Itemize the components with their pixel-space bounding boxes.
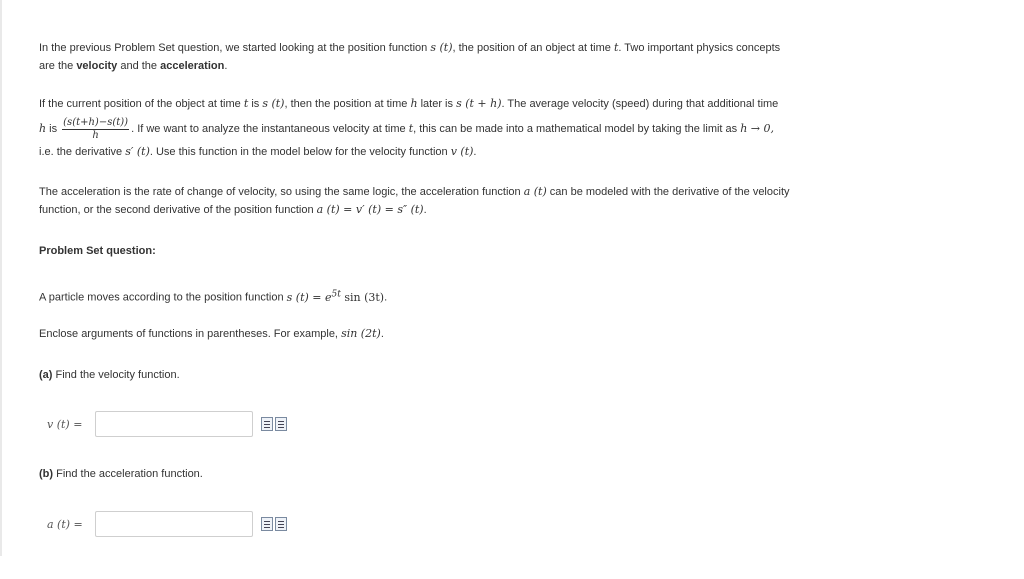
preview-icon[interactable] bbox=[275, 417, 287, 431]
acceleration-input[interactable] bbox=[95, 511, 253, 537]
velocity-input[interactable] bbox=[95, 411, 253, 437]
velocity-label: v (t) = bbox=[47, 417, 83, 431]
part-b-answer-row bbox=[47, 510, 287, 538]
equation-editor-icon[interactable] bbox=[261, 517, 273, 531]
part-a-answer-row bbox=[47, 410, 287, 438]
acceleration-term: acceleration bbox=[160, 60, 225, 72]
preview-icon[interactable] bbox=[275, 517, 287, 531]
equation-editor-icon[interactable] bbox=[261, 417, 273, 431]
velocity-paragraph-line2: h is $\frac{(s(t+h)-s(t))}{h}$ . If we want to analyze the instantaneous velocity at time t, this can be made into a mathematical model by taking the limit as h → 0, bbox=[39, 116, 775, 141]
intro-paragraph: In the previous Problem Set question, we started looking at the position function s (t), the position of an object at time t. Two important physics concepts are the velocity and the acceleration. bbox=[39, 41, 781, 72]
velocity-paragraph-line3: i.e. the derivative s′ (t). Use this function in the model below for the velocity function v (t). bbox=[39, 145, 477, 158]
left-border bbox=[0, 0, 2, 556]
acceleration-label: a (t) = bbox=[47, 517, 83, 531]
velocity-paragraph: If the current position of the object at time t is s (t), then the position at time h later is s (t + h). The average velocity (speed) during that additional time bbox=[39, 97, 779, 110]
problem-statement: A particle moves according to the position function s $(t) = e^{5t}$ sin (3t). bbox=[39, 289, 388, 304]
position-equation: s $(t) = e^{5t}$ sin (3t) bbox=[286, 289, 385, 304]
acceleration-paragraph: The acceleration is the rate of change of velocity, so using the same logic, the acceleration function a (t) can be modeled with the derivative of the velocity function, or the second derivative of the position function a (t) = v′ (t) = s″ (t). bbox=[39, 185, 790, 216]
part-a-prompt: (a) Find the velocity function. bbox=[39, 369, 180, 381]
problem-heading: Problem Set question: bbox=[39, 245, 156, 257]
velocity-term: velocity bbox=[76, 60, 118, 72]
average-velocity-fraction: $\frac{(s(t+h)-s(t))}{h}$ bbox=[63, 116, 129, 141]
hint-text: Enclose arguments of functions in parentheses. For example, sin (2t). bbox=[39, 327, 384, 340]
part-b-prompt: (b) Find the acceleration function. bbox=[39, 468, 203, 480]
